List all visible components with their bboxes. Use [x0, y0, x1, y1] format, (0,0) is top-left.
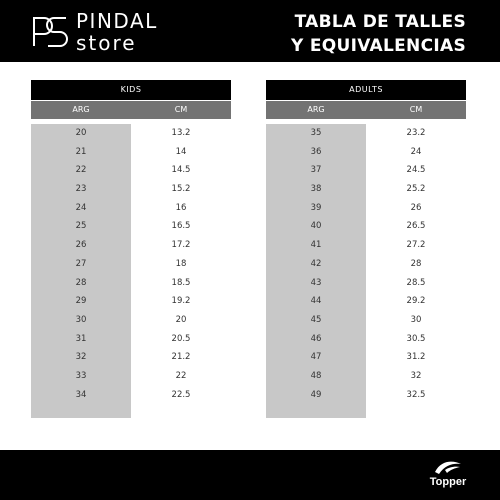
- cm-size-cell: 26: [410, 202, 422, 213]
- kids-rows: [31, 124, 231, 418]
- kids-heading: KIDS: [31, 80, 231, 100]
- title-line-1: TABLA DE TALLES: [294, 12, 466, 32]
- topper-brand-text: Topper: [429, 476, 467, 488]
- table-row: [266, 311, 466, 330]
- arg-size-cell: 21: [75, 146, 87, 157]
- arg-size-cell: 20: [75, 128, 87, 138]
- arg-size-cell: 40: [310, 221, 322, 232]
- cm-size-cell: 20: [175, 314, 187, 325]
- table-row: [266, 180, 466, 199]
- cm-size-cell: 15.2: [171, 184, 191, 195]
- table-row: [31, 311, 231, 330]
- arg-size-cell: 33: [75, 370, 87, 381]
- title-line-2: Y EQUIVALENCIAS: [291, 36, 466, 56]
- cm-size-cell: 24.5: [406, 165, 426, 176]
- arg-size-cell: 37: [310, 165, 322, 176]
- cm-size-cell: 32: [410, 370, 422, 381]
- table-row: [266, 217, 466, 236]
- cm-size-cell: 22.5: [171, 389, 191, 400]
- table-row: [31, 180, 231, 199]
- table-row: [31, 386, 231, 405]
- kids-column-headers: [31, 101, 231, 119]
- cm-size-cell: 18.5: [171, 277, 191, 288]
- arg-size-cell: 34: [75, 389, 87, 400]
- cm-size-cell: 27.2: [406, 240, 426, 251]
- kids-size-table: [31, 80, 231, 418]
- arg-size-cell: 26: [75, 240, 87, 251]
- arg-size-cell: 44: [310, 296, 322, 307]
- cm-size-cell: 19.2: [171, 296, 191, 307]
- arg-size-cell: 38: [310, 184, 322, 195]
- arg-size-cell: 30: [75, 314, 87, 325]
- table-row: [31, 330, 231, 349]
- table-row: [266, 161, 466, 180]
- cm-size-cell: 30: [410, 314, 422, 325]
- table-row: [31, 348, 231, 367]
- adults-col-arg: ARG: [307, 105, 325, 114]
- arg-size-cell: 35: [310, 128, 322, 138]
- table-row: [266, 386, 466, 405]
- brand-subname: store: [76, 31, 137, 55]
- table-row: [266, 330, 466, 349]
- cm-size-cell: 32.5: [406, 389, 426, 400]
- cm-size-cell: 26.5: [406, 221, 426, 232]
- arg-size-cell: 39: [310, 202, 322, 213]
- topper-swoosh-icon: [433, 458, 463, 476]
- brand-name: PINDAL: [76, 9, 158, 33]
- topper-logo: [428, 458, 468, 494]
- cm-size-cell: 23.2: [406, 128, 426, 138]
- table-row: [31, 367, 231, 386]
- table-row: [31, 255, 231, 274]
- arg-size-cell: 22: [75, 165, 87, 176]
- kids-col-cm: CM: [174, 105, 188, 114]
- table-row: [266, 367, 466, 386]
- table-row: [266, 255, 466, 274]
- arg-size-cell: 36: [310, 146, 322, 157]
- cm-size-cell: 29.2: [406, 296, 426, 307]
- arg-size-cell: 41: [310, 240, 322, 251]
- cm-size-cell: 22: [175, 370, 187, 381]
- arg-size-cell: 49: [310, 389, 322, 400]
- table-row: [31, 217, 231, 236]
- table-row: [31, 143, 231, 162]
- cm-size-cell: 31.2: [406, 352, 426, 363]
- table-row: [266, 274, 466, 293]
- table-row: [266, 199, 466, 218]
- arg-size-cell: 29: [75, 296, 87, 307]
- table-row: [31, 292, 231, 311]
- arg-size-cell: 47: [310, 352, 322, 363]
- table-row: [266, 124, 466, 143]
- adults-column-headers: [266, 101, 466, 119]
- arg-size-cell: 23: [75, 184, 87, 195]
- arg-size-cell: 32: [75, 352, 87, 363]
- cm-size-cell: 24: [410, 146, 422, 157]
- adults-size-table: [266, 80, 466, 418]
- table-row: [266, 348, 466, 367]
- kids-col-arg: ARG: [72, 105, 90, 114]
- arg-size-cell: 25: [75, 221, 87, 232]
- arg-size-cell: 46: [310, 333, 322, 344]
- adults-rows: [266, 124, 466, 418]
- cm-size-cell: 16: [175, 202, 187, 213]
- cm-size-cell: 14.5: [171, 165, 191, 176]
- arg-size-cell: 28: [75, 277, 87, 288]
- cm-size-cell: 20.5: [171, 333, 191, 344]
- header-bar: [0, 0, 500, 62]
- table-row: [31, 274, 231, 293]
- cm-size-cell: 18: [175, 258, 187, 269]
- table-row: [266, 236, 466, 255]
- table-row: [31, 161, 231, 180]
- adults-col-cm: CM: [409, 105, 423, 114]
- cm-size-cell: 28.5: [406, 277, 426, 288]
- arg-size-cell: 42: [310, 258, 322, 269]
- page-title: [291, 10, 466, 58]
- arg-size-cell: 48: [310, 370, 322, 381]
- cm-size-cell: 25.2: [406, 184, 426, 195]
- arg-size-cell: 43: [310, 277, 322, 288]
- table-row: [266, 292, 466, 311]
- arg-size-cell: 45: [310, 314, 322, 325]
- table-row: [266, 143, 466, 162]
- table-row: [31, 199, 231, 218]
- arg-size-cell: 31: [75, 333, 87, 344]
- arg-size-cell: 27: [75, 258, 87, 269]
- cm-size-cell: 14: [175, 146, 187, 157]
- cm-size-cell: 17.2: [171, 240, 191, 251]
- arg-size-cell: 24: [75, 202, 87, 213]
- cm-size-cell: 28: [410, 258, 422, 269]
- cm-size-cell: 16.5: [171, 221, 191, 232]
- adults-heading: ADULTS: [266, 80, 466, 100]
- cm-size-cell: 21.2: [171, 352, 191, 363]
- table-row: [31, 124, 231, 143]
- table-row: [31, 236, 231, 255]
- cm-size-cell: 13.2: [171, 128, 191, 138]
- cm-size-cell: 30.5: [406, 333, 426, 344]
- footer-bar: [0, 450, 500, 500]
- ps-monogram-icon: [32, 14, 68, 50]
